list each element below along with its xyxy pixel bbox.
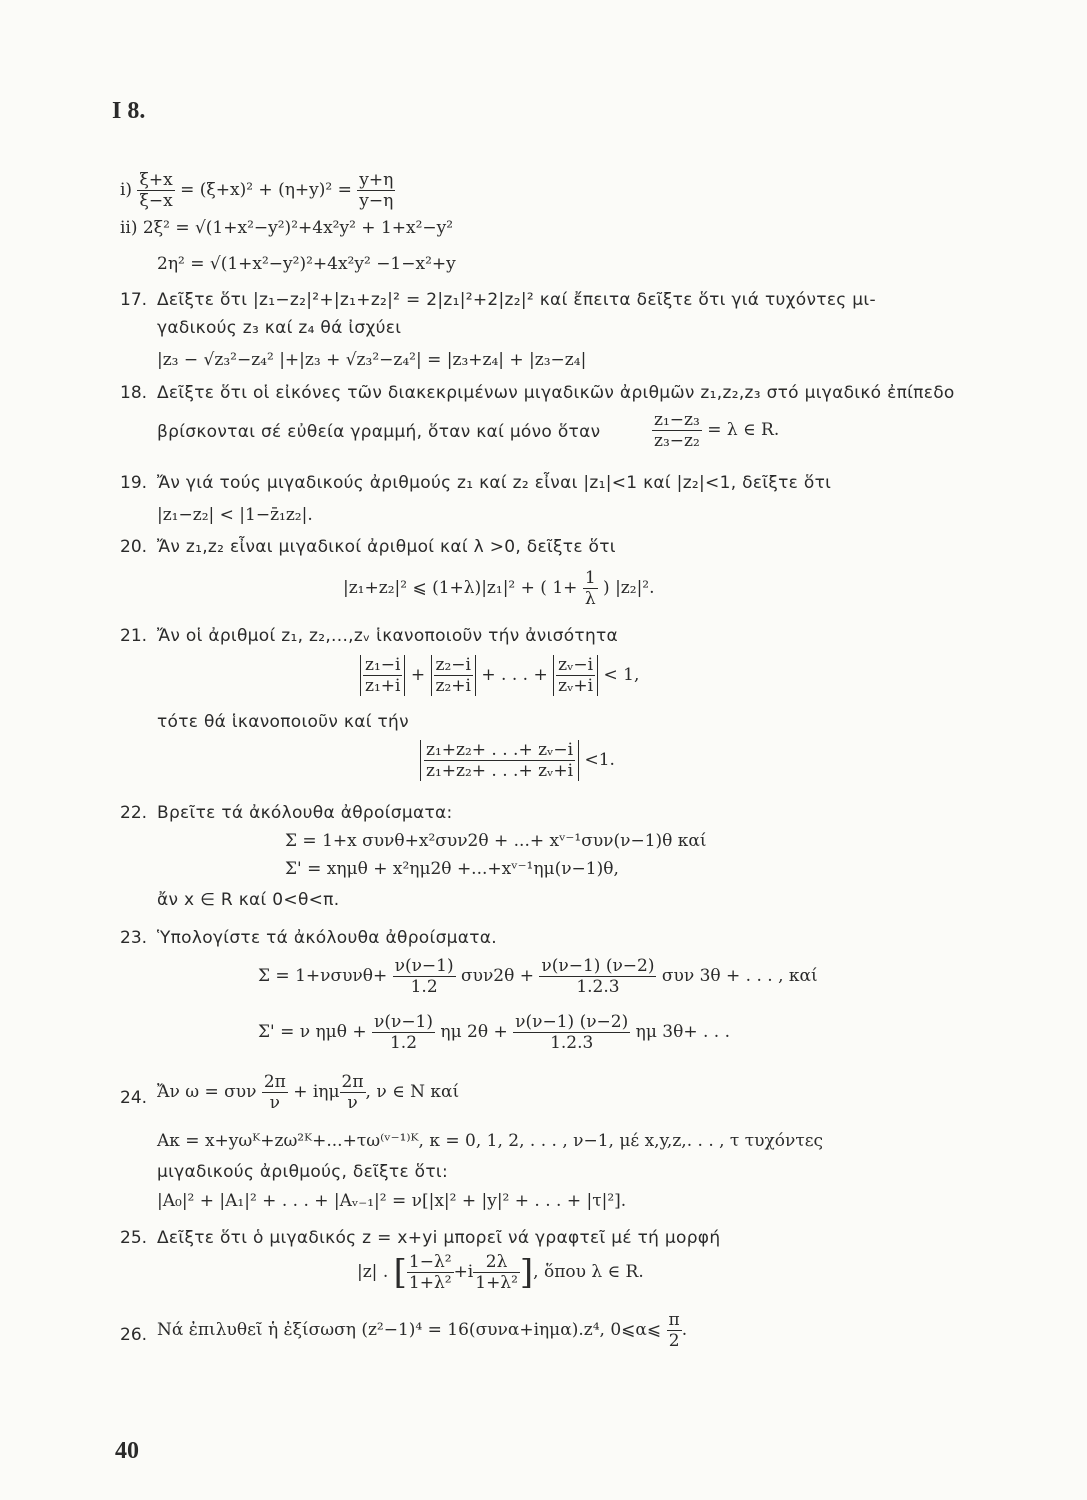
exercise-number-21: 21. bbox=[120, 626, 148, 646]
frac-den: 1.2.3 bbox=[576, 977, 620, 997]
ex25-f2 bbox=[473, 1252, 520, 1293]
ex21-f1 bbox=[363, 655, 402, 696]
frac-den: z₁+i bbox=[365, 676, 401, 696]
ex16-ii-line2: 2η² = √(1+x²−y²)²+4x²y² −1−x²+y bbox=[157, 254, 456, 274]
exercise-number-26: 26. bbox=[120, 1325, 148, 1345]
ex18-condition bbox=[652, 410, 779, 451]
exercise-number-17: 17. bbox=[120, 290, 148, 310]
ex23-sum2 bbox=[258, 1012, 730, 1053]
ex25-abs-z: |z| . bbox=[357, 1262, 389, 1282]
ex24-f1 bbox=[262, 1072, 288, 1113]
frac-num: 2π bbox=[341, 1072, 364, 1092]
ex21-g-tail: <1. bbox=[584, 750, 615, 770]
ex21-inequality bbox=[360, 655, 639, 696]
ex26-fraction bbox=[667, 1310, 682, 1351]
ex21-g bbox=[424, 740, 575, 781]
exercise-number-25: 25. bbox=[120, 1228, 148, 1248]
section-header: I 8. bbox=[112, 98, 146, 124]
ex24-l1-start: Ἄν ω = συν bbox=[157, 1082, 257, 1102]
frac-den: 1.2 bbox=[410, 977, 438, 997]
plus-sign: + bbox=[410, 665, 426, 685]
ex21-line1: Ἄν οἱ ἀριθμοί z₁, z₂,...,zᵥ ἱκανοποιοῦν τήν ἀνισότητα bbox=[157, 626, 619, 646]
ex21-f2 bbox=[434, 655, 473, 696]
ex20-line2-start: |z₁+z₂|² ⩽ (1+λ)|z₁|² + ( 1+ bbox=[343, 578, 578, 598]
frac-den: z₁+z₂+ . . .+ zᵥ+i bbox=[426, 761, 574, 781]
frac-num: z₁−i bbox=[365, 655, 401, 675]
exercise-number-18: 18. bbox=[120, 383, 148, 403]
ex23-s2-start: Σ' = ν ημθ + bbox=[258, 1022, 367, 1042]
ex18-tail: = λ ∈ R. bbox=[707, 420, 780, 440]
ex26-end: . bbox=[681, 1320, 688, 1340]
frac-den: 1.2.3 bbox=[550, 1033, 594, 1053]
frac-den: ν bbox=[347, 1093, 358, 1113]
frac-num: π bbox=[668, 1310, 680, 1330]
ex20-line2-end: ) |z₂|². bbox=[603, 578, 655, 598]
ex24-l1-mid: + iημ bbox=[293, 1082, 340, 1102]
ex17-line3: |z₃ − √z₃²−z₄² |+|z₃ + √z₃²−z₄²| = |z₃+z₄| + |z₃−z₄| bbox=[157, 350, 587, 370]
ex24-f2 bbox=[340, 1072, 366, 1113]
ex22-line3: Σ' = xημθ + x²ημ2θ +...+xᵛ⁻¹ημ(ν−1)θ, bbox=[285, 859, 619, 879]
ex17-line1: Δεῖξτε ὅτι |z₁−z₂|²+|z₁+z₂|² = 2|z₁|²+2|z₂|² καί ἔπειτα δεῖξτε ὅτι γιά τυχόντες μι- bbox=[157, 290, 876, 310]
frac-den: z₂+i bbox=[435, 676, 471, 696]
ex23-line1: Ὑπολογίστε τά ἀκόλουθα ἀθροίσματα. bbox=[157, 928, 498, 948]
exercise-number-24: 24. bbox=[120, 1088, 148, 1108]
ex16-i-label: i) bbox=[120, 180, 133, 200]
ex23-s2-f1 bbox=[372, 1012, 435, 1053]
dots: + . . . + bbox=[481, 665, 548, 685]
ex22-line2: Σ = 1+x συνθ+x²συν2θ + ...+ xᵛ⁻¹συν(ν−1)θ καί bbox=[285, 831, 707, 851]
ex24-line1 bbox=[157, 1072, 459, 1113]
ex22-line1: Βρεῖτε τά ἀκόλουθα ἀθροίσματα: bbox=[157, 803, 453, 823]
ex23-s1-mid: συν2θ + bbox=[461, 966, 535, 986]
frac-num: ν(ν−1) (ν−2) bbox=[541, 956, 655, 976]
ex26-equation: Νά ἐπιλυθεῖ ἡ ἐξίσωση (z²−1)⁴ = 16(συνα+iημα).z⁴, 0⩽α⩽ bbox=[157, 1320, 662, 1340]
ex23-sum1 bbox=[258, 956, 818, 997]
abs-bracket bbox=[553, 655, 598, 696]
exercise-number-19: 19. bbox=[120, 473, 148, 493]
exercise-number-23: 23. bbox=[120, 928, 148, 948]
ex21-line3: τότε θά ἱκανοποιοῦν καί τήν bbox=[157, 712, 409, 732]
ex25-l2-end: , ὅπου λ ∈ R. bbox=[533, 1262, 644, 1282]
ex19-line2: |z₁−z₂| < |1−z̄₁z₂|. bbox=[157, 505, 313, 525]
ex18-line2: βρίσκονται σέ εὐθεία γραμμή, ὅταν καί μόνο ὅταν bbox=[157, 422, 601, 442]
ex16-i-middle: = (ξ+x)² + (η+y)² = bbox=[180, 180, 352, 200]
ex16-ii-eq1: 2ξ² = √(1+x²−y²)²+4x²y² + 1+x²−y² bbox=[142, 218, 454, 238]
frac-den: 2 bbox=[668, 1331, 680, 1351]
ex23-s1-f2 bbox=[539, 956, 656, 997]
abs-bracket bbox=[431, 655, 476, 696]
ex25-line1: Δεῖξτε ὅτι ὁ μιγαδικός z = x+yi μπορεῖ νά γραφτεῖ μέ τή μορφή bbox=[157, 1228, 721, 1248]
frac-den: 1.2 bbox=[389, 1033, 418, 1053]
ex25-line2 bbox=[357, 1252, 644, 1293]
ex23-s2-end: ημ 3θ+ . . . bbox=[635, 1022, 730, 1042]
exercise-number-22: 22. bbox=[120, 803, 148, 823]
frac-den: 1+λ² bbox=[408, 1273, 452, 1293]
ex26-line1 bbox=[157, 1310, 687, 1351]
ex21-second-inequality bbox=[420, 740, 615, 781]
ex23-s1-f1 bbox=[393, 956, 456, 997]
ex24-line4: |A₀|² + |A₁|² + . . . + |Aᵥ₋₁|² = ν[|x|² + |y|² + . . . + |τ|²]. bbox=[157, 1191, 627, 1211]
frac-num: ν(ν−1) bbox=[394, 956, 454, 976]
ex21-lt1: < 1, bbox=[603, 665, 640, 685]
frac-num: ξ+x bbox=[139, 170, 173, 190]
abs-bracket bbox=[360, 655, 405, 696]
frac-den: y−η bbox=[359, 191, 394, 211]
left-bracket: [ bbox=[393, 1252, 407, 1293]
ex23-s2-mid: ημ 2θ + bbox=[440, 1022, 508, 1042]
frac-num: 2π bbox=[263, 1072, 286, 1092]
ex16-ii-line1 bbox=[120, 218, 453, 238]
right-bracket: ] bbox=[519, 1252, 534, 1293]
ex16-i bbox=[120, 170, 395, 211]
ex23-s1-end: συν 3θ + . . . , καί bbox=[661, 966, 818, 986]
ex19-line1: Ἄν γιά τούς μιγαδικούς ἀριθμούς z₁ καί z₂ εἶναι |z₁|<1 καί |z₂|<1, δεῖξτε ὅτι bbox=[157, 473, 832, 493]
frac-num: ν(ν−1) (ν−2) bbox=[515, 1012, 629, 1032]
ex16-i-rhs-fraction bbox=[357, 170, 395, 211]
frac-den: 1+λ² bbox=[475, 1273, 518, 1293]
frac-den: λ bbox=[584, 589, 596, 609]
ex22-line4: ἄν x ∈ R καί 0<θ<π. bbox=[157, 890, 340, 910]
frac-num: ν(ν−1) bbox=[374, 1012, 434, 1032]
frac-num: z₁+z₂+ . . .+ zᵥ−i bbox=[426, 740, 574, 760]
ex18-line1: Δεῖξτε ὅτι οἱ εἰκόνες τῶν διακεκριμένων μιγαδικῶν ἀριθμῶν z₁,z₂,z₃ στό μιγαδικό ἐπίπεδο bbox=[157, 383, 955, 403]
frac-num: 2λ bbox=[473, 1252, 520, 1273]
frac-num: 1 bbox=[584, 568, 596, 588]
frac-den: z₃−z₂ bbox=[654, 431, 700, 451]
abs-bracket bbox=[420, 740, 579, 781]
ex23-s1-start: Σ = 1+νσυνθ+ bbox=[258, 966, 388, 986]
frac-den: zᵥ+i bbox=[558, 676, 594, 696]
ex20-fraction bbox=[583, 568, 598, 609]
ex18-fraction bbox=[652, 410, 702, 451]
ex24-line3: μιγαδικούς ἀριθμούς, δεῖξτε ὅτι: bbox=[157, 1162, 448, 1182]
ex24-line2: Aκ = x+yωᴷ+zω²ᴷ+...+τω⁽ᵛ⁻¹⁾ᴷ, κ = 0, 1, 2, . . . , ν−1, μέ x,y,z,. . . , τ τυχόντες bbox=[157, 1131, 824, 1151]
exercise-number-20: 20. bbox=[120, 537, 148, 557]
frac-num: zᵥ−i bbox=[558, 655, 594, 675]
frac-num: 1−λ² bbox=[408, 1252, 452, 1272]
ex16-i-lhs-fraction bbox=[137, 170, 174, 211]
frac-den: ξ−x bbox=[139, 191, 173, 211]
frac-num: z₂−i bbox=[435, 655, 471, 675]
frac-num: z₁−z₃ bbox=[654, 410, 700, 430]
ex20-line1: Ἄν z₁,z₂ εἶναι μιγαδικοί ἀριθμοί καί λ >0, δεῖξτε ὅτι bbox=[157, 537, 616, 557]
page-number: 40 bbox=[115, 1438, 139, 1464]
ex24-l1-end: , ν ∈ N καί bbox=[365, 1082, 460, 1102]
ex23-s2-f2 bbox=[513, 1012, 630, 1053]
ex20-line2 bbox=[343, 568, 655, 609]
ex17-line2: γαδικούς z₃ καί z₄ θά ἰσχύει bbox=[157, 318, 402, 338]
ex21-f3 bbox=[556, 655, 595, 696]
ex16-ii-label: ii) bbox=[120, 218, 138, 238]
frac-den: ν bbox=[269, 1093, 280, 1113]
ex25-f1 bbox=[407, 1252, 454, 1293]
frac-num: y+η bbox=[359, 170, 394, 190]
ex25-plus-i: +i bbox=[453, 1262, 474, 1282]
